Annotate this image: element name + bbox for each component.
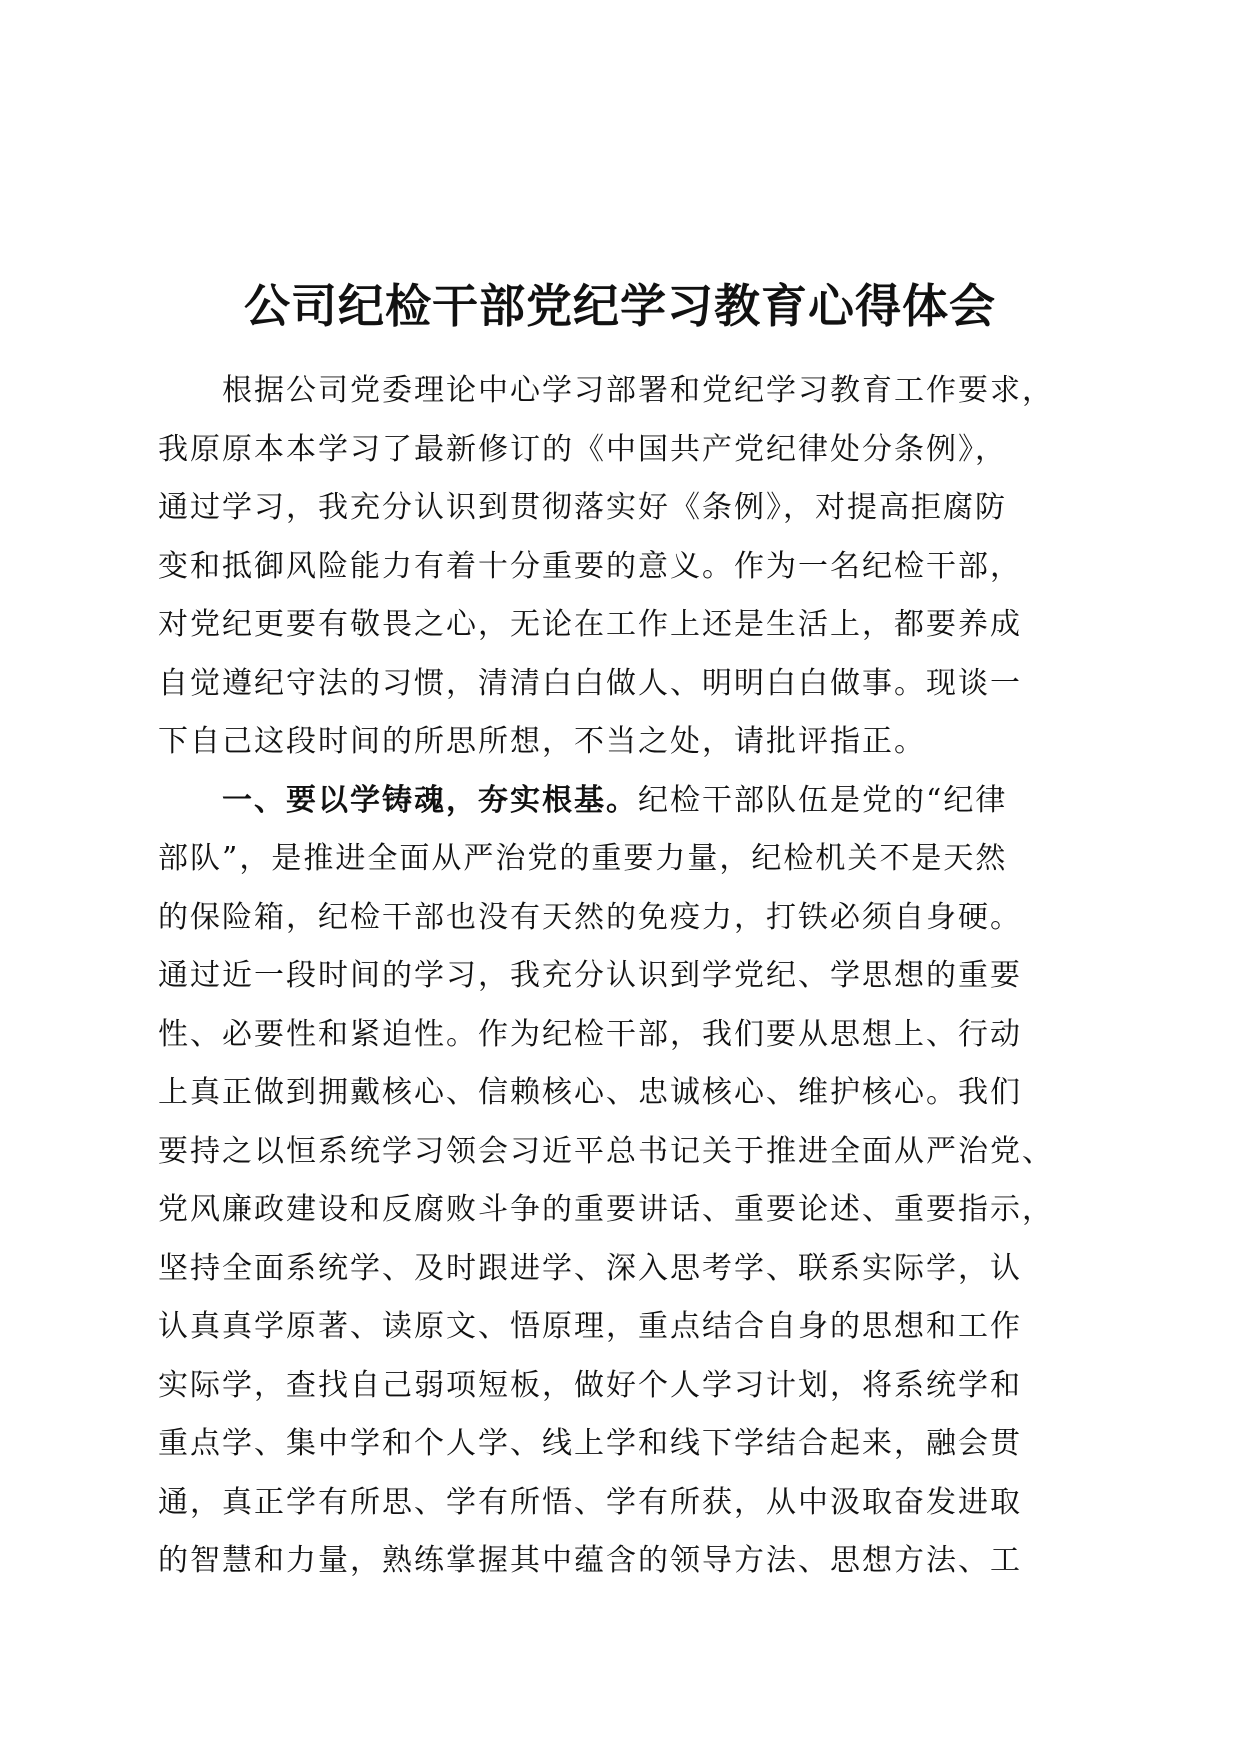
text-line: 对党纪更要有敬畏之心，无论在工作上还是生活上，都要养成 [158, 607, 1022, 642]
document-body [158, 362, 1088, 1591]
text-line: 要持之以恒系统学习领会习近平总书记关于推进全面从严治党、 [158, 1133, 1054, 1169]
text-line: 根据公司党委理论中心学习部署和党纪学习教育工作要求， [222, 373, 1054, 408]
section-first-line [158, 772, 1088, 831]
document-title: 公司纪检干部党纪学习教育心得体会 [244, 279, 996, 333]
text-line: 下自己这段时间的所思所想，不当之处，请批评指正。 [158, 724, 926, 759]
text-line: 党风廉政建设和反腐败斗争的重要讲话、重要论述、重要指示， [158, 1192, 1054, 1227]
section-heading: 一、要以学铸魂，夯实根基。 [222, 782, 638, 818]
text-line: 重点学、集中学和个人学、线上学和线下学结合起来，融会贯 [158, 1426, 1022, 1461]
text-line: 坚持全面系统学、及时跟进学、深入思考学、联系实际学，认 [158, 1250, 1022, 1286]
text-line: 通过学习，我充分认识到贯彻落实好《条例》，对提高拒腐防 [158, 490, 1007, 525]
section-first-line-text: 纪检干部队伍是党的“纪律 [638, 782, 1008, 818]
text-line: 部队”，是推进全面从严治党的重要力量，纪检机关不是天然 [158, 841, 1008, 876]
paragraph-intro [158, 362, 1088, 772]
section-one [158, 772, 1088, 1591]
text-line: 性、必要性和紧迫性。作为纪检干部，我们要从思想上、行动 [158, 1016, 1022, 1052]
text-line: 的智慧和力量，熟练掌握其中蕴含的领导方法、思想方法、工 [158, 1543, 1022, 1578]
text-line: 通过近一段时间的学习，我充分认识到学党纪、学思想的重要 [158, 958, 1022, 993]
text-line: 通，真正学有所思、学有所悟、学有所获，从中汲取奋发进取 [158, 1484, 1022, 1520]
text-line: 实际学，查找自己弱项短板，做好个人学习计划，将系统学和 [158, 1367, 1022, 1403]
text-line: 上真正做到拥戴核心、信赖核心、忠诚核心、维护核心。我们 [158, 1075, 1022, 1110]
text-line: 的保险箱，纪检干部也没有天然的免疫力，打铁必须自身硬。 [158, 899, 1022, 935]
text-line: 我原原本本学习了最新修订的《中国共产党纪律处分条例》， [158, 431, 1007, 467]
text-line: 认真真学原著、读原文、悟原理，重点结合自身的思想和工作 [158, 1309, 1022, 1344]
text-line: 变和抵御风险能力有着十分重要的意义。作为一名纪检干部， [158, 548, 1022, 584]
text-line: 自觉遵纪守法的习惯，清清白白做人、明明白白做事。现谈一 [158, 665, 1022, 701]
